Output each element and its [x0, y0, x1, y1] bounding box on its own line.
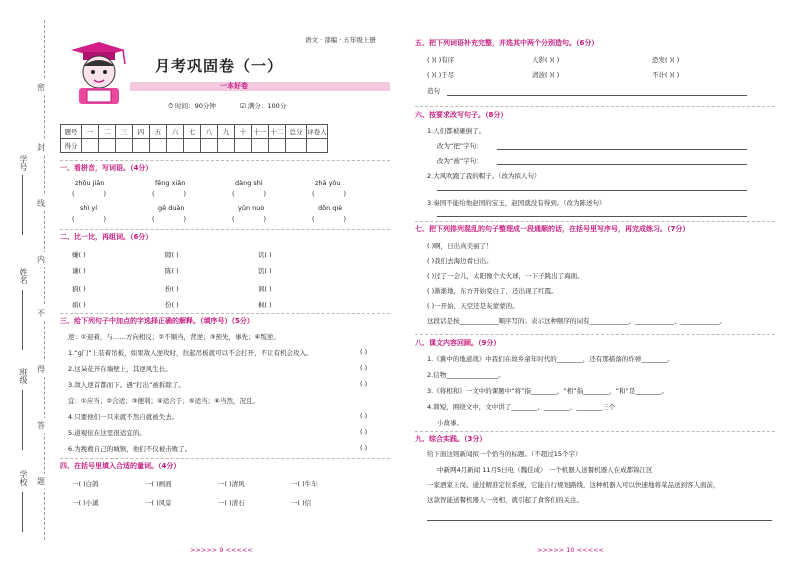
news-line: 这款智能送餐机器人一亮相，就引起了食客们的关注。	[427, 496, 583, 504]
pinyin: zhā yǒu	[315, 179, 341, 187]
sentence-item[interactable]: ( )渐渐地，东方开始变白了，还出现了红霞。	[427, 287, 558, 295]
answer-line[interactable]	[437, 190, 747, 191]
score-cell[interactable]	[269, 139, 286, 153]
ribbon-text: 一本好卷	[220, 82, 248, 90]
table-cell: 四	[133, 125, 150, 139]
spine-char: 内	[37, 252, 45, 267]
table-cell: 评卷人	[307, 125, 328, 139]
answer-paren[interactable]: ( )	[360, 444, 368, 452]
section-8-title: 八、课文内容回顾。（9分）	[415, 339, 501, 347]
score-cell[interactable]	[150, 139, 167, 153]
compare-char[interactable]: 嫌( )	[72, 251, 86, 259]
score-cell[interactable]	[82, 139, 99, 153]
question-item: 1.“ɡ门”上装着吊板，如果敌人逆攻时，拉起吊板就可以不会打开，不让有机会攻入。	[68, 349, 313, 357]
section-1-title: 一、看拼音，写词语。（4分）	[60, 164, 153, 172]
review-item[interactable]: 2.信物________________。	[427, 371, 505, 379]
idiom-item[interactable]: 清波( )( )	[532, 71, 560, 79]
compare-char[interactable]: 谦( )	[72, 267, 86, 275]
right-page	[397, 0, 794, 562]
sentence-item[interactable]: ( )过了一会儿，太阳像个大火球，一下子跳出了海面。	[427, 272, 584, 280]
question-item: 3.奏国不能给他赵国的宝玉，赵国就没有得到。（改为陈述句）	[427, 199, 606, 207]
table-cell: 总分	[286, 125, 307, 139]
pinyin: dōn qiè	[318, 204, 343, 212]
time-limit: ⏱ 时间：90分钟	[168, 102, 216, 110]
measure-word-item[interactable]: 一( )清石	[218, 499, 245, 507]
binding-spine	[0, 0, 62, 562]
question-item: 1.人们都被砸倒了。	[427, 127, 486, 135]
spine-char: 答	[37, 418, 45, 433]
answer-paren[interactable]: ( )	[312, 190, 346, 198]
compare-char[interactable]: 饥( )	[258, 267, 272, 275]
task-instruction: 给下面这则新闻拟一个恰当的标题。（不超过15个字）	[427, 450, 582, 458]
score-table-row	[61, 139, 328, 153]
question-item: 5.道观依在这里很适宜的。	[68, 429, 146, 437]
answer-line[interactable]	[447, 95, 747, 96]
section-5-title: 五、把下列词语补充完整，并选其中两个分别造句。（6分）	[415, 39, 599, 47]
divider	[415, 334, 775, 335]
table-cell: 十	[235, 125, 252, 139]
measure-word-item[interactable]: 一( )画面	[145, 480, 172, 488]
news-line: 中新网4月新闻 11月5日电（魏佳成） 一个机器人送餐机器人在成都锦江区	[437, 466, 653, 474]
section-7-title: 七、把下列排列混乱的句子整理成一段通顺的话，在括号里写序号，再完成练习。（7分）	[415, 225, 690, 233]
answer-paren[interactable]: ( )	[360, 348, 368, 356]
fill-line	[22, 290, 23, 350]
page-title: 月考巩固卷（一）	[155, 57, 284, 75]
sentence-label: 造句	[427, 87, 440, 95]
divider	[415, 221, 775, 222]
answer-line[interactable]	[497, 164, 747, 165]
table-cell: 六	[167, 125, 184, 139]
score-cell[interactable]	[116, 139, 133, 153]
pinyin: dàng shì	[235, 179, 263, 187]
spine-label-school: 学校	[19, 470, 28, 486]
question-item: 2.大风吹跑了我的帽子。（改为拟人句）	[427, 172, 541, 180]
compare-char[interactable]: 捐( )	[72, 285, 86, 293]
review-item[interactable]: 4.简短，围绕文中，文中讲了________、________、________三个	[427, 403, 616, 411]
time-text: 时间：90分钟	[175, 102, 216, 110]
measure-word-item[interactable]: 一( )风景	[145, 499, 172, 507]
answer-paren[interactable]: ( )	[232, 215, 266, 223]
compare-char[interactable]: 隙( )	[165, 251, 179, 259]
measure-word-item[interactable]: 一( )信	[291, 499, 312, 507]
spine-label-name: 姓名	[19, 268, 28, 284]
answer-paren[interactable]: ( )	[152, 190, 186, 198]
section-2-title: 二、比一比，再组词。（6分）	[60, 233, 153, 241]
compare-char[interactable]: 讥( )	[258, 251, 272, 259]
measure-word-item[interactable]: 一( )白鸽	[72, 480, 99, 488]
spine-char: 封	[37, 140, 45, 155]
score-cell[interactable]	[167, 139, 184, 153]
question-item: 2.这朵花开在墙壁上，其逆风生长。	[68, 365, 172, 373]
answer-paren[interactable]: ( )	[152, 215, 186, 223]
table-cell: 三	[116, 125, 133, 139]
page-number: >>>>> 10 <<<<<	[537, 546, 604, 554]
sentence-item[interactable]: ( )一开始，天空还是灰蒙蒙的。	[427, 302, 519, 310]
section-9-title: 九、综合实践。（3分）	[415, 435, 487, 443]
title-ribbon	[130, 82, 390, 91]
rewrite-label: 改为“把”字句：	[437, 142, 483, 150]
compare-char[interactable]: 娟( )	[72, 301, 86, 309]
spine-label-class: 班级	[19, 368, 28, 384]
score-cell[interactable]	[252, 139, 269, 153]
score-table-header	[61, 125, 328, 139]
spine-char: 密	[37, 80, 45, 95]
answer-paren[interactable]: ( )	[360, 364, 368, 372]
divider	[60, 160, 390, 161]
compare-char[interactable]: 份( )	[165, 301, 179, 309]
review-item: 小故事。	[437, 419, 463, 427]
divider	[60, 229, 390, 230]
fill-line	[22, 492, 23, 532]
table-cell: 七	[184, 125, 201, 139]
definition-line: 逆：①迎着，与……方向相反；②不顺当，背逆；③预先，事先；④叛逆。	[68, 333, 280, 341]
subject-label: 语文 · 部编 · 五年级上册	[305, 36, 376, 44]
table-cell: 十一	[252, 125, 269, 139]
divider	[60, 313, 390, 314]
spine-label-id: 学号	[19, 155, 28, 171]
sentence-item[interactable]: ( )啊，日出真美丽了！	[427, 242, 493, 250]
idiom-item[interactable]: 不计( )( )	[652, 71, 680, 79]
idiom-item[interactable]: ( )( )有序	[427, 56, 455, 64]
score-cell[interactable]	[286, 139, 307, 153]
answer-paren[interactable]: ( )	[360, 412, 368, 420]
score-cell[interactable]	[99, 139, 116, 153]
page-number: >>>>> 9 <<<<<	[190, 546, 253, 554]
spine-char: 不	[37, 306, 45, 321]
conclusion-line[interactable]: 这段话是按____________顺序写的；表示这种顺序的词有____________、____________、____________。	[427, 317, 726, 325]
review-item[interactable]: 3.《将相和》一文中的课题中“将”指________，“相”指________，“和”是________。	[427, 387, 668, 395]
table-cell: 五	[150, 125, 167, 139]
answer-paren[interactable]: ( )	[232, 190, 266, 198]
idiom-item[interactable]: 人影( )( )	[532, 56, 560, 64]
measure-word-item[interactable]: 一( )清风	[218, 480, 245, 488]
pinyin: fēng xiǎn	[155, 179, 186, 187]
score-cell[interactable]	[307, 139, 328, 153]
section-4-title: 四、在括号里填入合适的量词。（4分）	[60, 462, 181, 470]
compare-char[interactable]: 讽( )	[258, 285, 272, 293]
score-cell[interactable]	[235, 139, 252, 153]
answer-paren[interactable]: ( )	[72, 190, 106, 198]
measure-word-item[interactable]: 一( )小溪	[72, 499, 99, 507]
definition-line: 宜：①应当；②合适；③便利；④适合于；⑤适当；⑥当然，况且。	[68, 397, 259, 405]
answer-line[interactable]	[437, 216, 747, 217]
pinyin: gē duàn	[158, 204, 185, 212]
pinyin: zhōu jiān	[75, 179, 105, 187]
cut-line	[44, 20, 45, 540]
pinyin: yǔn nuò	[238, 204, 265, 212]
table-cell: 题号	[61, 125, 82, 139]
table-cell: 二	[99, 125, 116, 139]
fill-line	[22, 175, 23, 235]
score-cell[interactable]	[218, 139, 235, 153]
idiom-item[interactable]: ( )( )于尽	[427, 71, 455, 79]
review-item[interactable]: 1.《冀中的地道战》中我们在故乡童年时代的________，还有那描落的炸弹________。	[427, 355, 674, 363]
score-cell[interactable]	[201, 139, 218, 153]
score-cell[interactable]	[133, 139, 150, 153]
question-item: 6.为挽救自己的城镇，他们不仅被击败了。	[68, 445, 192, 453]
table-cell: 八	[201, 125, 218, 139]
divider	[415, 106, 775, 107]
score-table	[60, 124, 328, 153]
spine-char: 线	[37, 196, 45, 211]
idiom-item[interactable]: 恐发( )( )	[652, 56, 680, 64]
table-cell: 一	[82, 125, 99, 139]
question-item: 4.只要他们一只来就不然自就被失去。	[68, 413, 179, 421]
compare-char[interactable]: 陈( )	[165, 267, 179, 275]
fill-line	[22, 390, 23, 450]
compare-char[interactable]: 枫( )	[258, 301, 272, 309]
divider	[60, 458, 390, 459]
spine-char: 得	[37, 362, 45, 377]
divider	[415, 431, 775, 432]
answer-line[interactable]	[497, 149, 747, 150]
rewrite-label: 改为“被”字句：	[437, 157, 483, 165]
table-cell: 九	[218, 125, 235, 139]
pinyin: shì yí	[80, 204, 98, 212]
answer-paren[interactable]: ( )	[360, 428, 368, 436]
compare-char[interactable]: 扮( )	[165, 285, 179, 293]
news-line: 一家酒家上岗。通过精准定位系统，它能自行规划路线，这种机器人可以快速地将菜品送到客人面前，	[427, 481, 720, 489]
section-6-title: 六、按要求改写句子。（8分）	[415, 111, 508, 119]
score-cell[interactable]	[184, 139, 201, 153]
question-item: 3.敌人逆首都而下。遇“打出”被拆除了。	[68, 381, 185, 389]
student-cartoon	[65, 40, 131, 106]
measure-word-item[interactable]: 一( )牛车	[291, 480, 318, 488]
score-text: 满分：100分	[247, 102, 287, 110]
sentence-item[interactable]: ( )我们去海边看日出。	[427, 257, 493, 265]
spine-char: 题	[37, 474, 45, 489]
answer-paren[interactable]: ( )	[72, 215, 106, 223]
answer-paren[interactable]: ( )	[360, 380, 368, 388]
section-3-title: 三、给下列句子中加点的字选择正确的解释。（填序号）（5分）	[60, 317, 254, 325]
answer-paren[interactable]: ( )	[312, 215, 346, 223]
table-cell: 得分	[61, 139, 82, 153]
answer-line[interactable]	[427, 520, 772, 521]
table-cell: 十二	[269, 125, 286, 139]
full-score: ☑ 满分：100分	[240, 102, 287, 110]
